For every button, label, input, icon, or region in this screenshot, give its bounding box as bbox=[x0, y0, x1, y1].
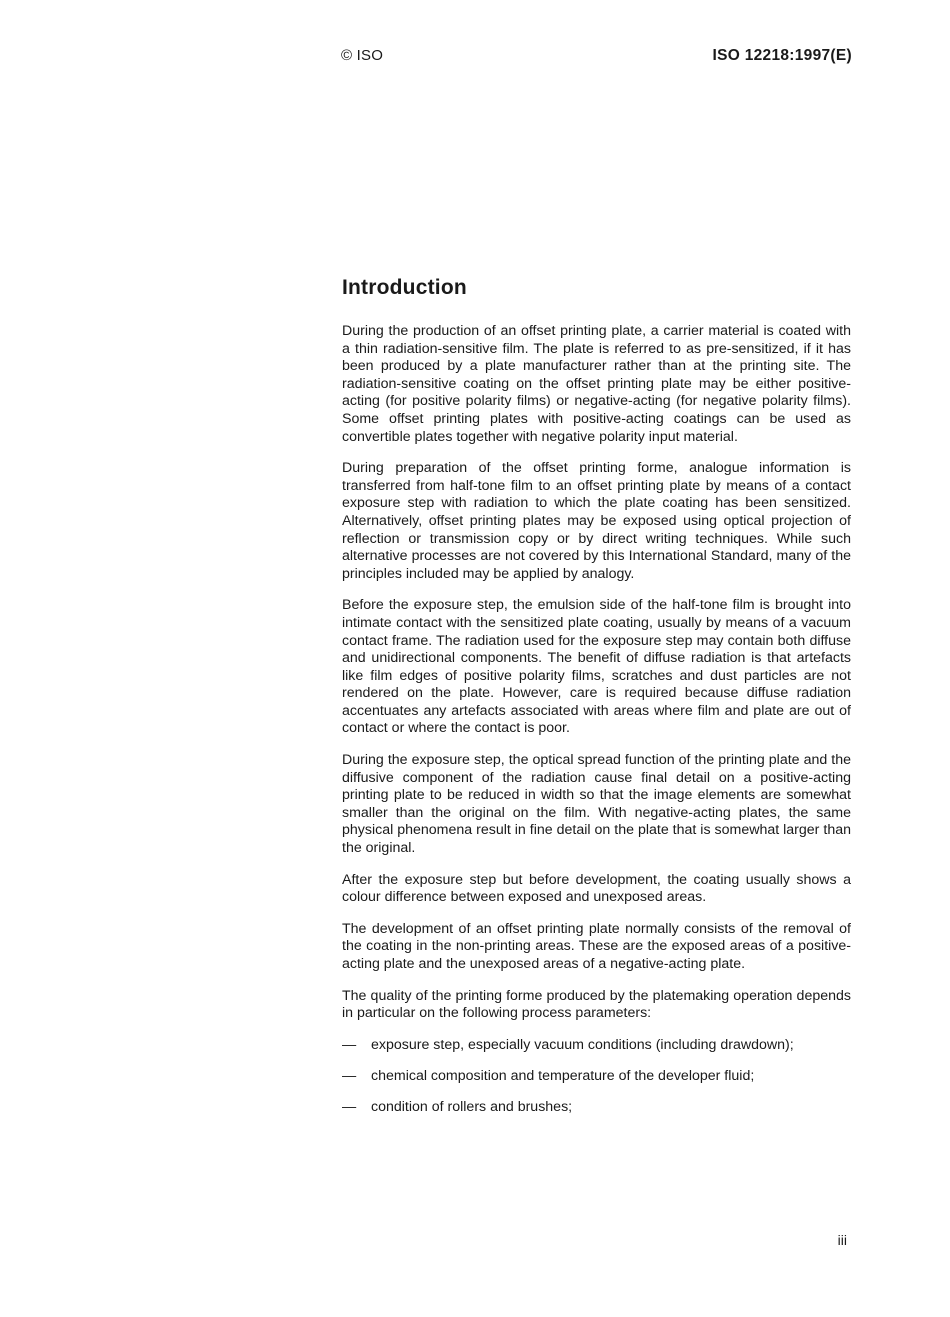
list-item-text: exposure step, especially vacuum conditions (including drawdown); bbox=[371, 1036, 794, 1053]
paragraph: Before the exposure step, the emulsion side of the half-tone film is brought into intimate contact with the sensitized plate coating, usually by means of a vacuum contact frame. The radiation used for the exposure step may contain both diffuse and unidirectional components. The benefit of diffuse radiation is that artefacts like film edges of positive polarity films, scratches and dust particles are not rendered on the plate. However, care is required because diffuse radiation accentuates any artefacts associated with areas where film and plate are out of contact or where the contact is poor. bbox=[342, 597, 851, 737]
list-dash: — bbox=[342, 1098, 357, 1115]
paragraph: The quality of the printing forme produced by the platemaking operation depends in particular on the following process parameters: bbox=[342, 987, 851, 1022]
introduction-section bbox=[342, 276, 851, 1130]
list-item-text: chemical composition and temperature of the developer fluid; bbox=[371, 1067, 755, 1084]
page-number: iii bbox=[837, 1232, 847, 1248]
section-title: Introduction bbox=[342, 276, 467, 299]
list-item bbox=[342, 1068, 851, 1086]
list-item-text: condition of rollers and brushes; bbox=[371, 1098, 573, 1115]
document-identifier: ISO 12218:1997(E) bbox=[712, 47, 852, 64]
list-dash: — bbox=[342, 1067, 357, 1084]
list-item bbox=[342, 1037, 851, 1055]
paragraph: During the exposure step, the optical spread function of the printing plate and the diffusive component of the radiation cause final detail on a positive-acting printing plate to be reduced in width so that the image elements are somewhat smaller than the original on the film. With negative-acting plates, the same physical phenomena result in fine detail on the plate that is somewhat larger than the original. bbox=[342, 752, 851, 857]
paragraph: The development of an offset printing plate normally consists of the removal of the coating in the non-printing areas. These are the exposed areas of a positive-acting plate and the unexposed areas of a negative-acting plate. bbox=[342, 920, 851, 972]
copyright-notice: © ISO bbox=[341, 47, 384, 64]
process-parameter-list bbox=[342, 1037, 851, 1117]
paragraph: During preparation of the offset printing forme, analogue information is transferred from half-tone film to an offset printing plate by means of a contact exposure step with radiation to which the plate coating has been sensitized. Alternatively, offset printing plates may be exposed using optical projection of reflection or transmission copy or by direct writing techniques. While such alternative processes are not covered by this International Standard, many of the principles included may be applied by analogy. bbox=[342, 460, 851, 582]
list-dash: — bbox=[342, 1036, 357, 1053]
paragraph: After the exposure step but before development, the coating usually shows a colour difference between exposed and unexposed areas. bbox=[342, 871, 851, 906]
paragraph: During the production of an offset printing plate, a carrier material is coated with a thin radiation-sensitive film. The plate is referred to as pre-sensitized, if it has been produced by a plate manufacturer rather than at the printing site. The radiation-sensitive coating on the offset printing plate may be either positive-acting (for positive polarity films) or negative-acting (for negative polarity films). Some offset printing plates with positive-acting coatings can be used as convertible plates together with negative polarity input material. bbox=[342, 323, 851, 445]
list-item bbox=[342, 1099, 851, 1117]
